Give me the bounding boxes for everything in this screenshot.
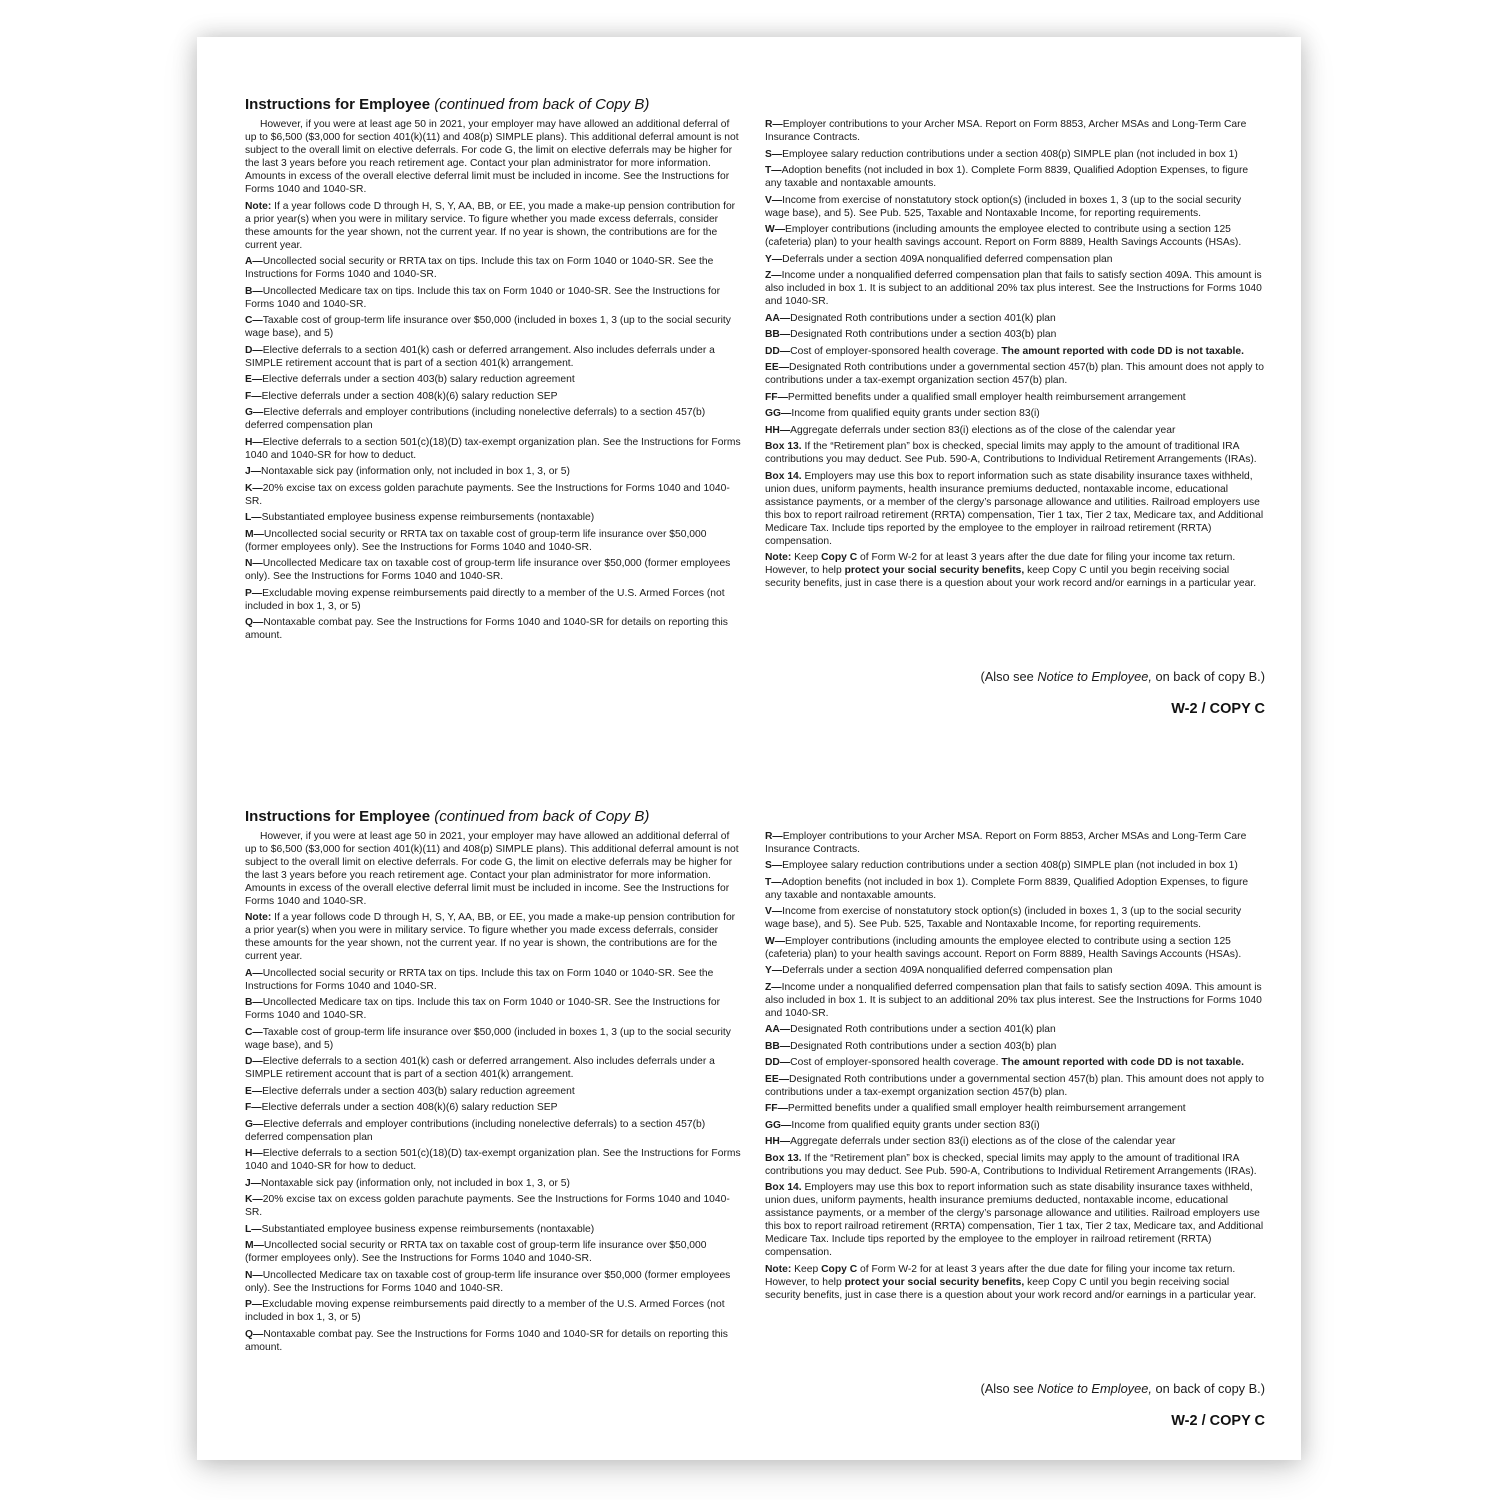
paragraph [765,981,1265,1020]
instructions-section [197,749,1301,1461]
bold-text: R— [765,830,783,842]
paragraph [245,1223,742,1236]
text: Elective deferrals under a section 403(b) salary reduction agreement [262,1085,575,1097]
text: Designated Roth contributions under a governmental section 457(b) plan. This amount does not apply to contributions under a tax-exempt organization section 457(b) plan. [765,362,1264,386]
paragraph [245,967,742,993]
paragraph [765,1152,1265,1178]
text: Cost of employer-sponsored health coverage. [790,345,1002,357]
paragraph [765,551,1265,590]
bold-text: N— [245,558,263,569]
paragraph [245,1193,742,1219]
paragraph [245,390,742,403]
text: of Form W-2 for at least 3 years after the due date for filing your income tax return. However, to help [765,1263,1236,1288]
paragraph [245,511,742,524]
bold-text: D— [245,1056,263,1067]
text: Nontaxable combat pay. See the Instructions for Forms 1040 and 1040-SR for details on reporting this amount. [245,617,728,641]
bold-text: C— [245,1026,263,1038]
paragraph [245,118,742,196]
bold-text: A— [245,256,263,267]
bold-text: B— [245,285,263,297]
paragraph [245,616,742,642]
text: Uncollected Medicare tax on taxable cost of group-term life insurance over $50,000 (former employees only). See the Instructions for Forms 1040 and 1040-SR. [245,1269,731,1294]
bold-text: Copy C [821,1263,858,1275]
text: If the “Retirement plan” box is checked, special limits may apply to the amount of traditional IRA contributions you may deduct. See Pub. 590-A, Contributions to Individual Retirement Arrangements (IRAs). [765,1152,1257,1177]
text: Elective deferrals under a section 408(k)(6) salary reduction SEP [261,1102,558,1113]
bold-text: Q— [245,617,264,628]
bold-text: D— [245,344,263,356]
paragraph [765,194,1265,220]
text: Substantiated employee business expense reimbursements (nontaxable) [261,512,595,523]
bold-text: Note: [765,1263,792,1275]
paragraph [765,164,1265,190]
text: Aggregate deferrals under section 83(i) elections as of the close of the calendar year [790,1136,1176,1147]
text: Employer contributions to your Archer MSA. Report on Form 8853, Archer MSAs and Long-Term Care Insurance Contracts. [765,119,1247,143]
section-title-note: (continued from back of Copy B) [434,96,650,113]
paragraph [245,528,742,554]
w2-instruction-sheet [197,37,1301,1460]
paragraph [245,1101,742,1114]
bold-text: HH— [765,424,791,436]
column-left [245,830,742,1358]
text: Designated Roth contributions under a governmental section 457(b) plan. This amount does not apply to contributions under a tax-exempt organization section 457(b) plan. [765,1073,1264,1098]
text: Employer contributions (including amounts the employee elected to contribute using a section 125 (cafeteria) plan) to your health savings account. Report on Form 8889, Health Savings Accounts (HSAs). [765,935,1242,960]
paragraph [765,1119,1265,1132]
text: 20% excise tax on excess golden parachute payments. See the Instructions for Forms 1040 and 1040-SR. [245,482,730,507]
text: If the “Retirement plan” box is checked, special limits may apply to the amount of traditional IRA contributions you may deduct. See Pub. 590-A, Contributions to Individual Retirement Arrangements (IRAs). [765,441,1257,465]
text: Elective deferrals to a section 501(c)(18)(D) tax-exempt organization plan. See the Instructions for Forms 1040 and 1040-SR for how to deduct. [245,436,741,461]
paragraph [245,1055,742,1081]
also-see-note [980,1381,1265,1396]
text: Employers may use this box to report information such as state disability insurance taxes withheld, union dues, uniform payments, health insurance premiums deducted, nontaxable income, educational assistance payments, or a member of the clergy’s parsonage allowance and utilities. Railroad employers use this box to report railroad retirement (RRTA) compensation, Tier 1 tax, Tier 2 tax, Medicare tax, and Additional Medicare Tax. Include tips reported by the employee to the employer in railroad retirement (RRTA) compensation. [765,1182,1264,1258]
bold-text: FF— [765,391,788,403]
bold-text: V— [765,906,783,917]
text: (Also see [980,669,1038,684]
paragraph [245,373,742,386]
text: Designated Roth contributions under a section 401(k) plan [790,312,1056,324]
text: Designated Roth contributions under a section 403(b) plan [790,329,1057,340]
bold-text: DD— [765,345,791,357]
bold-text: Box 13. [765,1152,802,1164]
bold-text: Y— [765,965,783,976]
paragraph [245,996,742,1022]
paragraph [765,830,1265,856]
text: Substantiated employee business expense reimbursements (nontaxable) [261,1223,595,1235]
text: Elective deferrals and employer contributions (including nonelective deferrals) to a section 457(b) deferred compensation plan [245,407,706,431]
text: Elective deferrals to a section 501(c)(18)(D) tax-exempt organization plan. See the Instructions for Forms 1040 and 1040-SR for how to deduct. [245,1148,741,1172]
paragraph [765,1056,1265,1069]
paragraph [245,200,742,252]
two-column-body [245,118,1265,646]
text: Excludable moving expense reimbursements paid directly to a member of the U.S. Armed Forces (not included in box 1, 3, or 5) [245,1299,725,1323]
text: Aggregate deferrals under section 83(i) elections as of the close of the calendar year [790,424,1176,436]
bold-text: Y— [765,253,783,265]
text: Excludable moving expense reimbursements paid directly to a member of the U.S. Armed Forces (not included in box 1, 3, or 5) [245,587,725,612]
paragraph [765,1073,1265,1099]
paragraph [245,482,742,508]
paragraph [765,148,1265,161]
bold-text: W— [765,935,786,947]
bold-text: L— [245,1223,262,1235]
two-column-body [245,830,1265,1358]
text: Uncollected Medicare tax on tips. Include this tax on Form 1040 or 1040-SR. See the Instructions for Forms 1040 and 1040-SR. [245,997,721,1021]
instructions-section [197,37,1301,749]
bold-text: Box 14. [765,1182,802,1193]
section-title [245,96,1265,113]
paragraph [245,1239,742,1265]
text: If a year follows code D through H, S, Y, AA, BB, or EE, you made a make-up pension contribution for a prior year(s) when you were in military service. To figure whether you made excess deferrals, consider these amounts for the year shown, not the current year. If no year is shown, the contributions are for the current year. [245,200,736,251]
paragraph [765,407,1265,420]
text: Elective deferrals to a section 401(k) cash or deferred arrangement. Also includes deferrals under a SIMPLE retirement account that is part of a section 401(k) arrangement. [245,344,715,369]
text: Uncollected Medicare tax on taxable cost of group-term life insurance over $50,000 (former employees only). See the Instructions for Forms 1040 and 1040-SR. [245,558,731,582]
text: Employee salary reduction contributions under a section 408(p) SIMPLE plan (not included in box 1) [782,148,1238,160]
paragraph [765,312,1265,325]
bold-text: FF— [765,1103,788,1114]
bold-text: R— [765,119,783,130]
text: Deferrals under a section 409A nonqualified deferred compensation plan [782,965,1113,976]
text: However, if you were at least age 50 in 2021, your employer may have allowed an additional deferral of up to $6,500 ($3,000 for section 401(k)(11) and 408(p) SIMPLE plans). This additional deferral amount is not subject to the overall limit on elective deferrals. For code G, the limit on elective deferrals may be higher for the last 3 years before you reach retirement age. Contact your plan administrator for more information. Amounts in excess of the overall elective deferral limit must be included in income. See the Instructions for Forms 1040 and 1040-SR. [245,830,739,907]
section-title-main: Instructions for Employee [245,807,431,825]
paragraph [245,557,742,583]
bold-text: The amount reported with code DD is not taxable. [1001,1057,1244,1068]
bold-text: F— [245,390,262,402]
bold-text: Note: [765,552,792,563]
bold-text: E— [245,1085,263,1097]
bold-text: Copy C [821,552,858,563]
text: If a year follows code D through H, S, Y, AA, BB, or EE, you made a make-up pension contribution for a prior year(s) when you were in military service. To figure whether you made excess deferrals, consider these amounts for the year shown, not the current year. If no year is shown, the contributions are for the current year. [245,912,736,962]
bold-text: G— [245,407,264,418]
text: Taxable cost of group-term life insurance over $50,000 (included in boxes 1, 3 (up to the social security wage base), and 5) [245,1026,731,1051]
paragraph [245,285,742,311]
paragraph [245,1147,742,1173]
text: Income from qualified equity grants under section 83(i) [791,1119,1040,1131]
text: Keep [791,552,822,563]
paragraph [245,406,742,432]
paragraph [765,1263,1265,1302]
bold-text: AA— [765,312,791,324]
bold-text: K— [245,482,263,494]
paragraph [765,345,1265,358]
text: Employers may use this box to report information such as state disability insurance taxes withheld, union dues, uniform payments, health insurance premiums deducted, nontaxable income, educational assistance payments, or a member of the clergy’s parsonage allowance and utilities. Railroad employers use this box to report railroad retirement (RRTA) compensation, Tier 1 tax, Tier 2 tax, Medicare tax, and Additional Medicare Tax. Include tips reported by the employee to the employer in railroad retirement (RRTA) compensation. [765,470,1264,547]
text: Permitted benefits under a qualified small employer health reimbursement arrangement [787,1103,1186,1114]
bold-text: DD— [765,1057,791,1068]
paragraph [765,964,1265,977]
text: Nontaxable sick pay (information only, not included in box 1, 3, or 5) [261,466,570,477]
paragraph [765,391,1265,404]
text: Nontaxable sick pay (information only, not included in box 1, 3, or 5) [261,1177,570,1189]
paragraph [765,876,1265,902]
text: 20% excise tax on excess golden parachute payments. See the Instructions for Forms 1040 and 1040-SR. [245,1194,730,1218]
bold-text: GG— [765,1119,792,1131]
section-title [245,808,1265,825]
bold-text: B— [245,997,263,1008]
bold-text: protect your social security benefits, [844,1276,1025,1288]
paragraph [245,344,742,370]
paragraph [765,424,1265,437]
also-see-note [980,669,1265,684]
italic-text: Notice to Employee, [1037,1380,1152,1396]
text: Employer contributions to your Archer MSA. Report on Form 8853, Archer MSAs and Long-Term Care Insurance Contracts. [765,830,1247,855]
column-left [245,118,742,646]
bold-text: Z— [765,270,782,281]
paragraph [765,905,1265,931]
text: Employer contributions (including amounts the employee elected to contribute using a section 125 (cafeteria) plan) to your health savings account. Report on Form 8889, Health Savings Accounts (HSAs). [765,224,1242,248]
paragraph [765,361,1265,387]
text: on back of copy B.) [1151,669,1265,684]
bold-text: H— [245,436,263,448]
bold-text: J— [245,1177,262,1189]
paragraph [765,935,1265,961]
paragraph [765,328,1265,341]
text: Income from exercise of nonstatutory stock option(s) (included in boxes 1, 3 (up to the social security wage base), and 5). See Pub. 525, Taxable and Nontaxable Income, for reporting requirements. [765,194,1242,219]
paragraph [245,1118,742,1144]
bold-text: A— [245,967,263,979]
bold-text: C— [245,315,263,326]
bold-text: M— [245,528,264,540]
section-footer [980,669,1265,717]
section-footer [980,1381,1265,1429]
bold-text: L— [245,512,262,523]
paragraph [765,1181,1265,1259]
text: of Form W-2 for at least 3 years after the due date for filing your income tax return. However, to help [765,552,1236,576]
bold-text: E— [245,374,263,385]
section-title-main: Instructions for Employee [245,96,431,113]
paragraph [765,118,1265,144]
bold-text: N— [245,1269,263,1281]
bold-text: BB— [765,329,791,340]
paragraph [245,465,742,478]
text: Taxable cost of group-term life insurance over $50,000 (included in boxes 1, 3 (up to the social security wage base), and 5) [245,315,731,339]
bold-text: Note: [245,912,272,923]
bold-text: HH— [765,1136,791,1147]
paragraph [245,1085,742,1098]
paragraph [245,436,742,462]
bold-text: M— [245,1240,264,1251]
paragraph [245,1026,742,1052]
text: Uncollected social security or RRTA tax on taxable cost of group-term life insurance over $50,000 (former employees only). See the Instructions for Forms 1040 and 1040-SR. [245,528,707,553]
text: Uncollected Medicare tax on tips. Include this tax on Form 1040 or 1040-SR. See the Instructions for Forms 1040 and 1040-SR. [245,285,721,310]
bold-text: S— [765,860,783,871]
paragraph [765,269,1265,308]
text: Uncollected social security or RRTA tax on tips. Include this tax on Form 1040 or 1040-SR. See the Instructions for Forms 1040 and 1040-SR. [245,256,714,280]
bold-text: Q— [245,1328,264,1340]
text: Uncollected social security or RRTA tax on tips. Include this tax on Form 1040 or 1040-SR. See the Instructions for Forms 1040 and 1040-SR. [245,967,714,992]
bold-text: P— [245,587,263,599]
bold-text: V— [765,194,783,206]
text: Adoption benefits (not included in box 1). Complete Form 8839, Qualified Adoption Expenses, to figure any taxable and nontaxable amounts. [765,876,1249,901]
text: Designated Roth contributions under a section 401(k) plan [790,1024,1056,1035]
paragraph [245,830,742,908]
bold-text: P— [245,1299,263,1310]
bold-text: J— [245,466,262,477]
bold-text: BB— [765,1040,791,1052]
paragraph [245,1328,742,1354]
copy-label: W-2 / COPY C [1171,1412,1265,1429]
paragraph [765,1102,1265,1115]
bold-text: Box 14. [765,470,802,482]
column-right [765,830,1265,1358]
bold-text: protect your social security benefits, [844,565,1025,576]
text: Employee salary reduction contributions under a section 408(p) SIMPLE plan (not included in box 1) [782,860,1238,871]
bold-text: Box 13. [765,441,802,452]
paragraph [245,314,742,340]
text: Income from exercise of nonstatutory stock option(s) (included in boxes 1, 3 (up to the social security wage base), and 5). See Pub. 525, Taxable and Nontaxable Income, for reporting requirements. [765,906,1242,930]
bold-text: EE— [765,362,790,373]
copy-label: W-2 / COPY C [1171,701,1265,717]
bold-text: T— [765,165,782,176]
paragraph [765,470,1265,548]
text: However, if you were at least age 50 in 2021, your employer may have allowed an additional deferral of up to $6,500 ($3,000 for section 401(k)(11) and 408(p) SIMPLE plans). This additional deferral amount is not subject to the overall limit on elective deferrals. For code G, the limit on elective deferrals may be higher for the last 3 years before you reach retirement age. Contact your plan administrator for more information. Amounts in excess of the overall elective deferral limit must be included in income. See the Instructions for Forms 1040 and 1040-SR. [245,119,739,195]
section-title-note: (continued from back of Copy B) [434,807,650,825]
paragraph [245,1177,742,1190]
text: Nontaxable combat pay. See the Instructions for Forms 1040 and 1040-SR for details on reporting this amount. [245,1328,728,1353]
bold-text: H— [245,1148,263,1159]
paragraph [765,1135,1265,1148]
bold-text: Note: [245,200,272,212]
paragraph [765,1040,1265,1053]
text: Elective deferrals and employer contributions (including nonelective deferrals) to a section 457(b) deferred compensation plan [245,1118,706,1143]
text: Adoption benefits (not included in box 1). Complete Form 8839, Qualified Adoption Expenses, to figure any taxable and nontaxable amounts. [765,165,1249,189]
paragraph [245,911,742,963]
italic-text: Notice to Employee, [1037,669,1152,684]
text: Income from qualified equity grants under section 83(i) [791,408,1040,419]
text: Designated Roth contributions under a section 403(b) plan [790,1040,1057,1052]
text: keep Copy C until you begin receiving social security benefits, just in case there is a question about your work record and/or earnings in a particular year. [765,565,1257,589]
text: (Also see [980,1380,1038,1396]
text: on back of copy B.) [1151,1380,1265,1396]
bold-text: K— [245,1194,263,1205]
text: Cost of employer-sponsored health coverage. [790,1057,1002,1068]
bold-text: EE— [765,1073,790,1085]
paragraph [765,859,1265,872]
paragraph [765,1023,1265,1036]
bold-text: W— [765,224,786,235]
bold-text: G— [245,1118,264,1130]
text: Income under a nonqualified deferred compensation plan that fails to satisfy section 409A. This amount is also included in box 1. It is subject to an additional 20% tax plus interest. See the Instructions for Forms 1040 and 1040-SR. [765,981,1262,1019]
bold-text: T— [765,876,782,888]
text: Keep [791,1263,822,1275]
paragraph [245,1269,742,1295]
text: Deferrals under a section 409A nonqualified deferred compensation plan [782,253,1113,265]
text: Elective deferrals under a section 408(k)(6) salary reduction SEP [261,390,558,402]
bold-text: The amount reported with code DD is not taxable. [1001,345,1244,357]
text: keep Copy C until you begin receiving social security benefits, just in case there is a question about your work record and/or earnings in a particular year. [765,1276,1257,1301]
paragraph [765,253,1265,266]
bold-text: GG— [765,408,792,419]
bold-text: AA— [765,1024,791,1035]
text: Permitted benefits under a qualified small employer health reimbursement arrangement [787,391,1186,403]
text: Income under a nonqualified deferred compensation plan that fails to satisfy section 409A. This amount is also included in box 1. It is subject to an additional 20% tax plus interest. See the Instructions for Forms 1040 and 1040-SR. [765,270,1262,307]
text: Elective deferrals to a section 401(k) cash or deferred arrangement. Also includes deferrals under a SIMPLE retirement account that is part of a section 401(k) arrangement. [245,1056,715,1080]
paragraph [765,440,1265,466]
paragraph [245,255,742,281]
bold-text: Z— [765,981,782,993]
column-right [765,118,1265,646]
paragraph [765,223,1265,249]
paragraph [245,1298,742,1324]
paragraph [245,587,742,613]
text: Uncollected social security or RRTA tax on taxable cost of group-term life insurance over $50,000 (former employees only). See the Instructions for Forms 1040 and 1040-SR. [245,1240,707,1264]
bold-text: S— [765,148,783,160]
text: Elective deferrals under a section 403(b) salary reduction agreement [262,374,575,385]
bold-text: F— [245,1102,262,1113]
